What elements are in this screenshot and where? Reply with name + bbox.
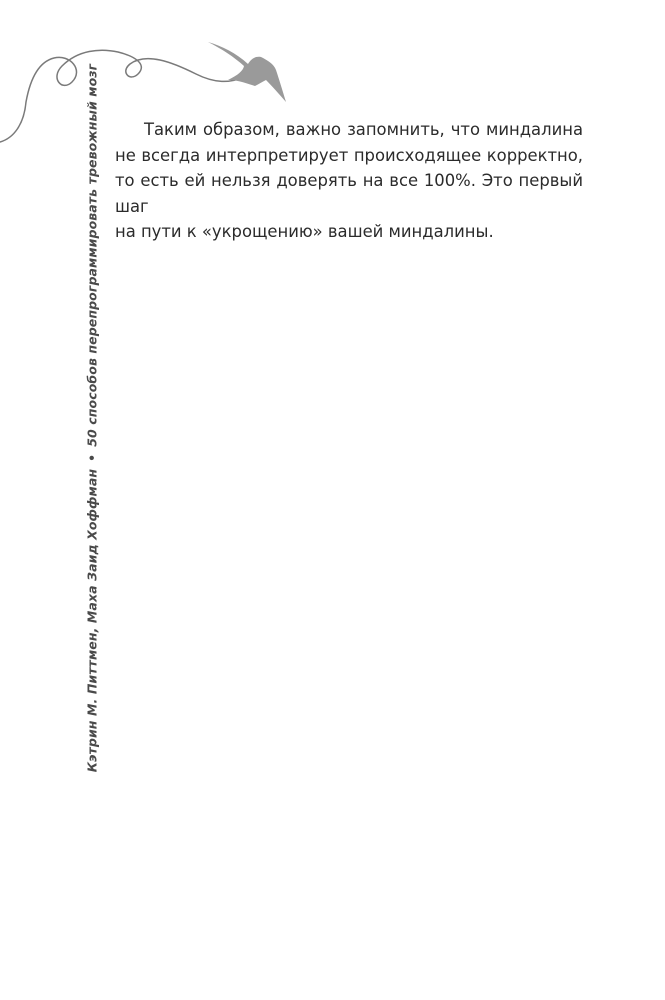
paragraph-line-3: то есть ей нельзя доверять на все 100%. Это первый шаг [115, 171, 583, 216]
paragraph-line-4: на пути к «укрощению» вашей миндалины. [115, 222, 494, 241]
paragraph-line-2: не всегда интерпретирует происходящее корректно, [115, 145, 583, 165]
body-paragraph [115, 117, 583, 245]
paragraph-line-1: Таким образом, важно запомнить, что миндалина [144, 120, 583, 139]
book-authors: Кэтрин М. Питтмен, Маха Заид Хоффман [84, 468, 100, 773]
running-header-text [85, 64, 100, 773]
bird-icon [208, 42, 286, 102]
header-separator: • [84, 453, 100, 462]
book-title: 50 способов перепрограммировать тревожный мозг [84, 63, 100, 447]
